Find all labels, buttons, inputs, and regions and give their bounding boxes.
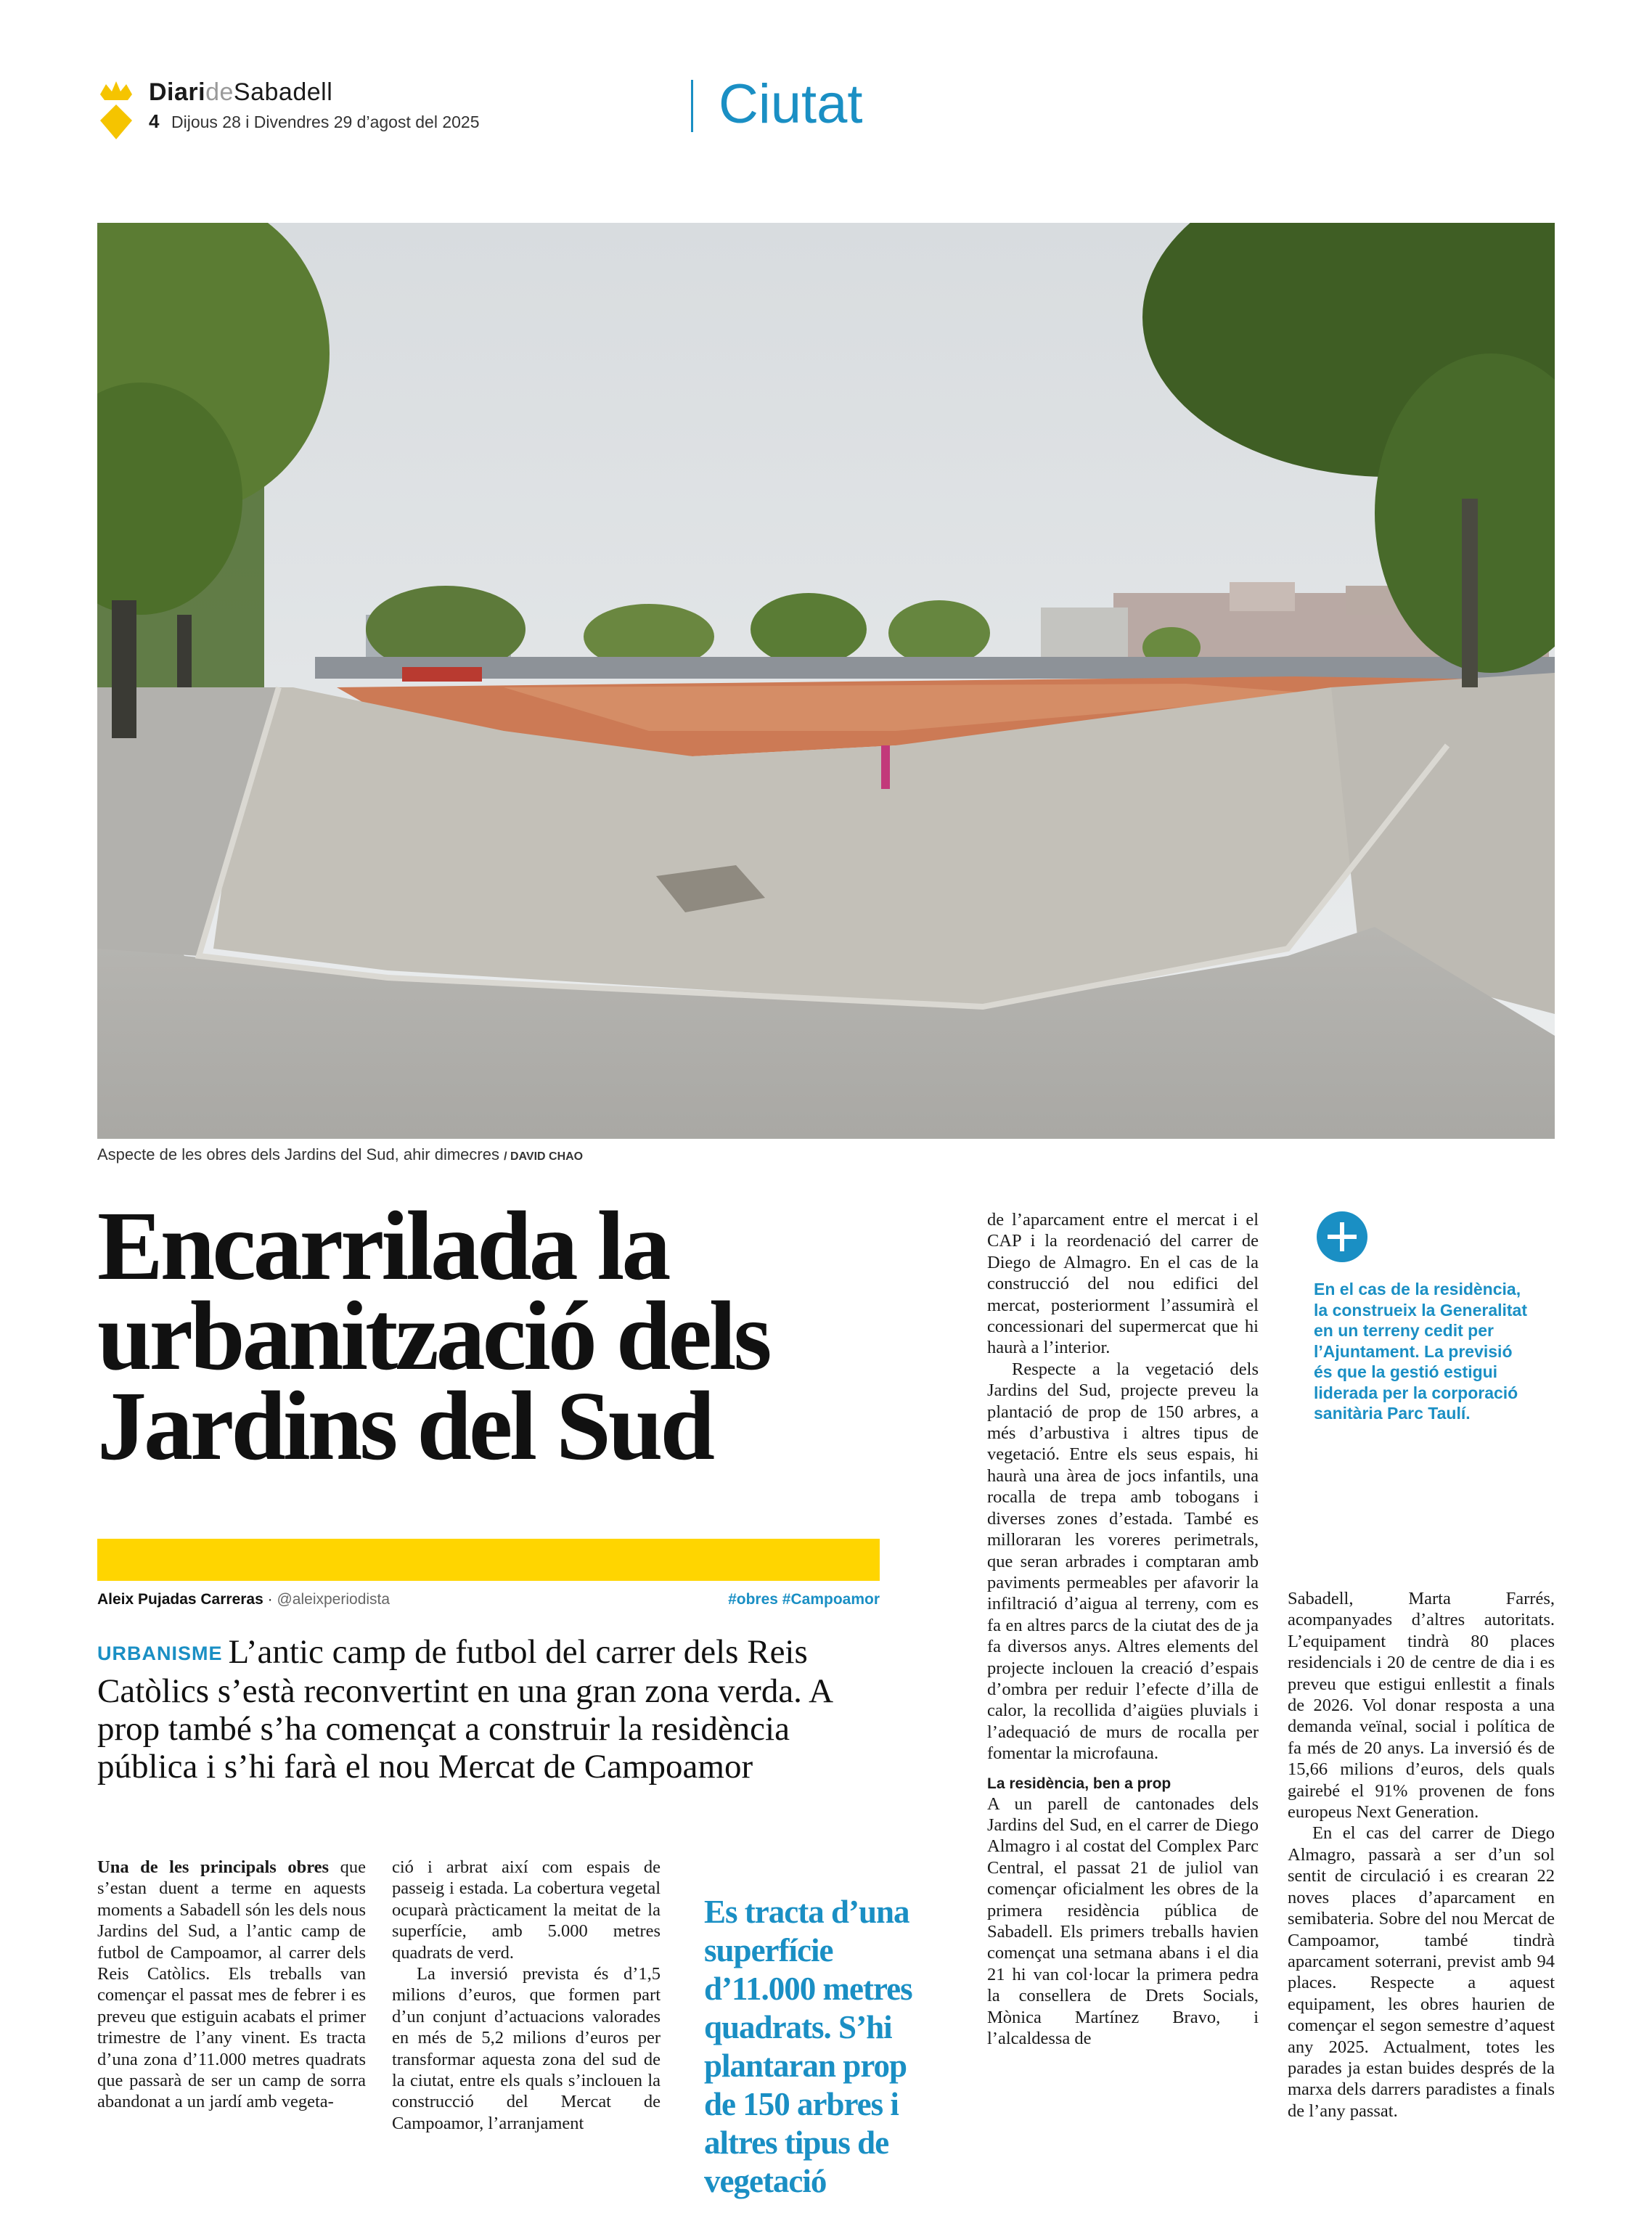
section-divider	[691, 80, 693, 132]
body-paragraph: Sabadell, Marta Farrés, acompanyades d’altres autoritats. L’equipament tindrà 80 places residencials i 20 de centre de dia i es preveu que estigui enllestit a finals de 2026. Vol donar resposta a una demanda veïnal, social i política de fa més de 20 anys. La inversió és de 15,66 milions d’euros, dels quals gairebé el 91% provenen de fons europeus Next Generation.	[1288, 1589, 1555, 1823]
body-column-4	[1288, 1588, 1555, 2122]
plus-icon	[1316, 1211, 1368, 1263]
body-paragraph	[97, 1857, 366, 2113]
body-paragraph: En el cas del carrer de Diego Almagro, passarà a ser d’un sol sentit de circulació i es crearan 22 noves places d’aparcament en semibateria. Sobre del nou Mercat de Campoamor, també tindrà aparcament soterrani, previst amb 94 places. Respecte a aquest equipament, les obres haurien de començar el segon semestre d’aquest any 2025. Actualment, totes les parades ja estan buides després de la marxa dels darrers paradistes a finals de l’any passat.	[1288, 1823, 1555, 2121]
body-paragraph: La inversió prevista és d’1,5 milions d’euros, que formen part d’un conjunt d’actuacions valorades en més de 5,2 milions d’euros per transformar aquesta zona del sud de la ciutat, entre els quals s’inclouen la construcció del Mercat de Campoamor, l’arranjament	[392, 1964, 661, 2133]
byline	[97, 1591, 390, 1608]
newspaper-logo-icon	[96, 78, 136, 144]
article-dek	[97, 1633, 888, 1786]
edition-date: Dijous 28 i Divendres 29 d’agost del 2025	[171, 113, 480, 131]
body-column-2	[392, 1857, 661, 2134]
caption-text: Aspecte de les obres dels Jardins del Sud, ahir dimecres	[97, 1145, 499, 1163]
body-paragraph: ció i arbrat així com espais de passeig i estada. La cobertura vegetal ocuparà pràcticament la meitat de la superfície, amb 5.000 metres quadrats de verd.	[392, 1857, 661, 1963]
body-column-3	[987, 1209, 1259, 2049]
sidebar-note: En el cas de la residència, la construeix la Generalitat en un terreny cedit per l’Ajuntament. La previsió és que la gestió estigui liderada per la corporació sanitària Parc Taulí.	[1314, 1280, 1528, 1423]
article-tags[interactable]: #obres #Campoamor	[728, 1591, 880, 1608]
lead-in: Una de les principals obres	[97, 1857, 330, 1877]
body-paragraph: Respecte a la vegetació dels Jardins del Sud, projecte preveu la plantació de prop de 150 arbres, a més d’arbustiva i altres tipus de vegetació. Entre els seus espais, hi haurà una àrea de jocs infantils, una rocalla de trepa amb tobogans i diverses zones d’estada. També es milloraran les voreres perimetrals, que seran arbrades i comptaran amb paviments permeables per afavorir la infiltració d’aigua al terreny, com es fa en altres parcs de la ciutat des de ja fa diversos anys. Altres elements del projecte inclouen la creació d’espais d’ombra per reduir l’efecte d’illa de calor, la recollida d’aigües pluvials i l’adequació de murs de rocalla per fomentar la microfauna.	[987, 1359, 1259, 1764]
article-headline: Encarrilada la urbanització dels Jardins del Sud	[97, 1192, 769, 1481]
page-number: 4	[149, 110, 160, 132]
section-title: Ciutat	[719, 73, 863, 135]
dek-text: L’antic camp de futbol del carrer dels Reis Catòlics s’està reconvertint en una gran zona verda. A prop també s’ha començat a construir la residència pública i s’hi farà el nou Mercat de Campoamor	[97, 1633, 832, 1786]
headline-highlight-bar	[97, 1539, 880, 1581]
body-paragraph: de l’aparcament entre el mercat i el CAP i la reordenació del carrer de Diego de Almagro. En el cas de la construcció del nou edifici del mercat, posteriorment l’assumirà el concessionari del supermercat que hi haurà a l’interior.	[987, 1210, 1259, 1358]
byline-separator: ·	[267, 1591, 273, 1608]
article-photo	[97, 223, 1555, 1139]
photo-caption	[97, 1145, 583, 1164]
paragraph-text: que s’estan duent a terme en aquests moments a Sabadell són les dels nous Jardins del Sud, a l’antic camp de futbol de Campoamor, al carrer dels Reis Catòlics. Els treballs van començar el passat mes de febrer i es preveu que estiguin acabats el primer trimestre de l’any vinent. Es tracta d’una zona d’11.000 metres quadrats que passarà de ser un camp de sorra abandonat a un jardí amb vegeta-	[97, 1857, 366, 2112]
section-kicker: URBANISME	[97, 1643, 223, 1664]
body-column-1	[97, 1857, 366, 2113]
pull-quote: Es tracta d’una superfície d’11.000 metres quadrats. S’hi plantaran prop de 150 arbres i altres tipus de vegetació	[704, 1894, 912, 2199]
body-paragraph: A un parell de cantonades dels Jardins del Sud, en el carrer de Diego Almagro i al costat del Complex Parc Central, el passat 21 de juliol van començar oficialment les obres de la primera residència pública de Sabadell. Els primers treballs havien començat una setmana abans i el dia 21 hi van col·locar la primera pedra la consellera de Drets Socials, Mònica Martínez Bravo, i l’alcaldessa de	[987, 1794, 1259, 2049]
author-handle[interactable]: @aleixperiodista	[277, 1591, 390, 1608]
subheading: La residència, ben a prop	[987, 1775, 1171, 1792]
brand-name: DiarideSabadell	[149, 78, 333, 106]
author-name: Aleix Pujadas Carreras	[97, 1591, 263, 1608]
photo-credit: / DAVID CHAO	[504, 1150, 584, 1163]
